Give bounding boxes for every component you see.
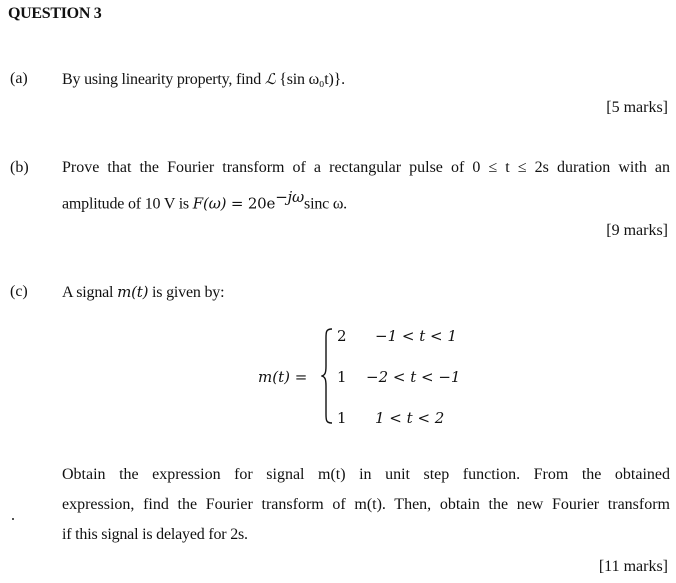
part-c-para-line1: Obtain the expression for signal m(t) in unit step function. From the obtained [62,466,670,483]
part-b-line1: Prove that the Fourier transform of a rectangular pulse of 0 ≤ t ≤ 2s duration with an [62,159,670,176]
part-b-marks: [9 marks] [606,222,668,239]
formula-eq: = 20e [226,194,276,213]
case-2-value: 1 [337,368,347,386]
left-brace-icon [321,328,333,424]
part-a-suffix: {sin ω₀t)}. [275,71,345,88]
question-title: QUESTION 3 [8,5,102,22]
part-c-marks: [11 marks] [598,558,668,575]
case-3-condition: 1 < t < 2 [375,409,445,427]
part-c-label: (c) [10,283,28,300]
formula-exponent: −jω [275,188,305,206]
part-a-label: (a) [10,70,28,87]
formula-tail: sinc ω. [304,195,347,213]
part-a-marks: [5 marks] [606,99,668,116]
part-c-para-line2: expression, find the Fourier transform of m(t). Then, obtain the new Fourier transform [62,496,670,513]
laplace-symbol: ℒ [264,70,276,88]
part-c-intro-suffix: is given by: [148,284,225,301]
equation-lhs: m(t) = [258,368,308,386]
part-c-intro-var: m(t) [117,283,149,301]
case-1-value: 2 [337,327,347,345]
formula-lhs: F(ω) [192,194,227,213]
scan-speck [12,518,14,520]
case-1-condition: −1 < t < 1 [375,327,457,345]
part-b-line2 [62,188,347,213]
part-b-line2-prefix: amplitude of 10 V is [62,195,193,213]
part-c-intro-prefix: A signal [62,284,118,301]
case-3-value: 1 [337,409,347,427]
case-2-condition: −2 < t < −1 [366,368,461,386]
part-c-intro [62,283,224,302]
part-c-para-line3: if this signal is delayed for 2s. [62,526,248,543]
part-a-text [62,70,345,89]
part-b-label: (b) [10,159,29,176]
part-a-prefix: By using linearity property, find [62,71,261,88]
